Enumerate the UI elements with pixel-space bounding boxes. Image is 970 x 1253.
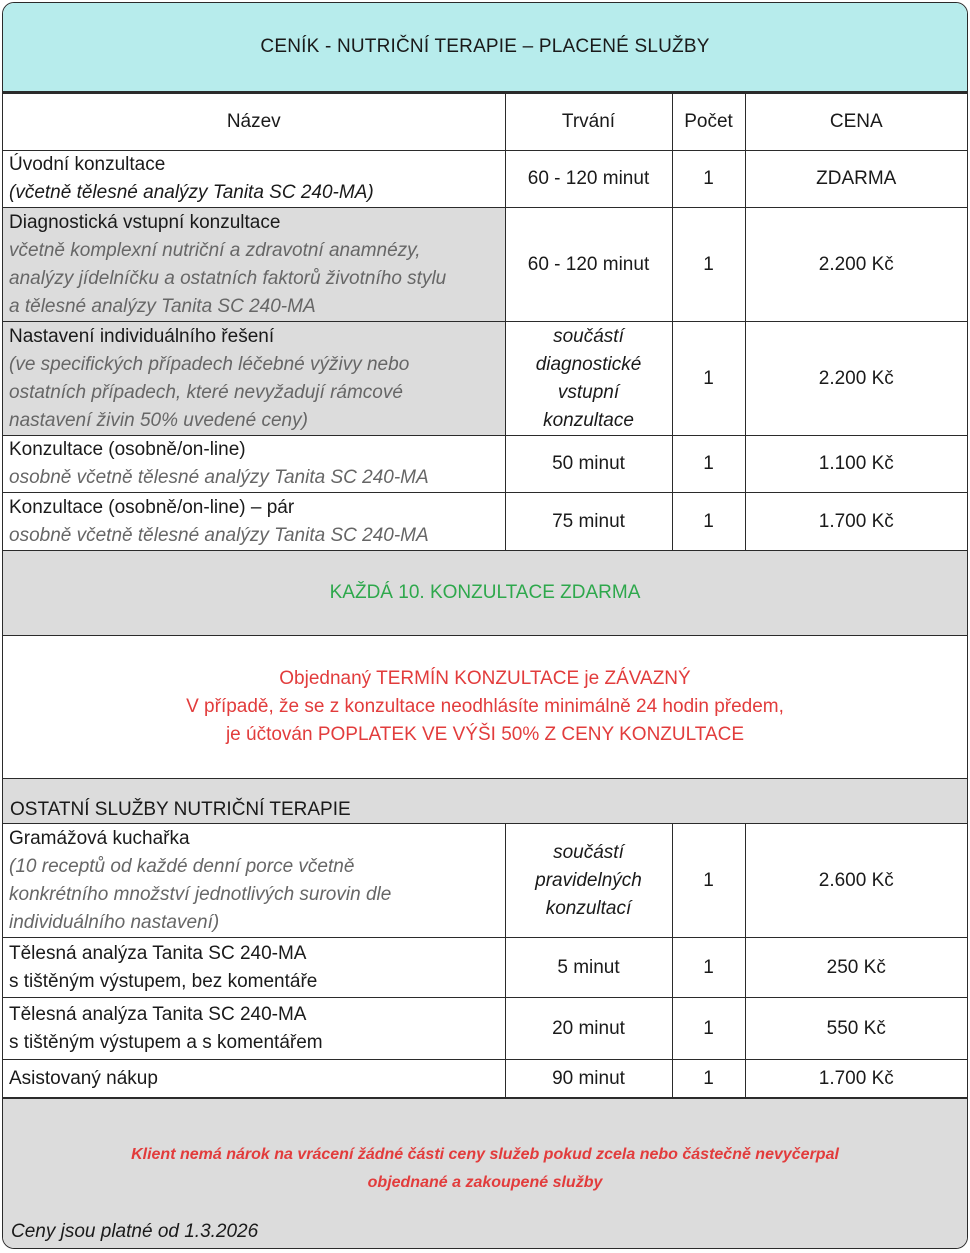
header-count: Počet (672, 94, 745, 151)
service-price: 250 Kč (745, 938, 967, 998)
duration-line: diagnostické (535, 353, 642, 375)
service-price: 1.700 Kč (745, 1060, 967, 1098)
service-description-line: (10 receptů od každé denní porce včetně (9, 855, 355, 877)
service-name-cell (3, 436, 505, 493)
service-name-cell (3, 998, 505, 1060)
service-price: 2.200 Kč (745, 322, 967, 436)
service-description-line: individuálního nastavení) (9, 911, 220, 933)
price-list-title: CENÍK - NUTRIČNÍ TERAPIE – PLACENÉ SLUŽBY (3, 3, 967, 93)
service-count: 1 (672, 1060, 745, 1098)
main-price-table (3, 93, 967, 551)
service-description-line: včetně komplexní nutriční a zdravotní anamnézy, (9, 239, 421, 261)
service-count: 1 (672, 208, 745, 322)
table-row (3, 436, 967, 493)
service-duration: 50 minut (505, 436, 672, 493)
service-duration: 5 minut (505, 938, 672, 998)
service-name-cell (3, 493, 505, 551)
table-row (3, 998, 967, 1060)
validity-date: Ceny jsou platné od 1.3.2026 (11, 1221, 259, 1242)
cancellation-notice (3, 636, 967, 779)
service-count: 1 (672, 998, 745, 1060)
service-count: 1 (672, 938, 745, 998)
service-duration (505, 322, 672, 436)
service-duration: 60 - 120 minut (505, 208, 672, 322)
table-row (3, 1060, 967, 1098)
notice-line: Objednaný TERMÍN KONZULTACE je ZÁVAZNÝ (279, 668, 691, 689)
refund-note-line: objednané a zakoupené služby (367, 1174, 603, 1191)
service-description-line: a tělesné analýzy Tanita SC 240-MA (9, 295, 316, 317)
service-name: Úvodní konzultace (9, 154, 166, 175)
header-price: CENA (745, 94, 967, 151)
refund-note-line: Klient nemá nárok na vrácení žádné části ceny služeb pokud zcela nebo částečně nevyčerpal (131, 1146, 839, 1163)
price-list-sheet (2, 2, 968, 1249)
notice-line: V případě, že se z konzultace neodhlásíte minimálně 24 hodin předem, (186, 696, 784, 717)
service-description: osobně včetně tělesné analýzy Tanita SC 240-MA (9, 467, 429, 488)
service-description-line: (ve specifických případech léčebné výživy nebo (9, 353, 410, 375)
table-row (3, 151, 967, 208)
service-name: Tělesná analýza Tanita SC 240-MA (9, 1003, 307, 1025)
table-row (3, 824, 967, 938)
service-price: 2.200 Kč (745, 208, 967, 322)
service-count: 1 (672, 824, 745, 938)
duration-line: pravidelných (535, 869, 642, 891)
other-services-table (3, 823, 967, 1098)
service-duration (505, 824, 672, 938)
service-name: Gramážová kuchařka (9, 827, 190, 849)
service-duration: 75 minut (505, 493, 672, 551)
service-count: 1 (672, 151, 745, 208)
service-description-line: nastavení živin 50% uvedené ceny) (9, 409, 308, 431)
table-header-row (3, 94, 967, 151)
service-name: Nastavení individuálního řešení (9, 325, 275, 347)
service-name: Asistovaný nákup (9, 1067, 158, 1089)
service-price: 1.100 Kč (745, 436, 967, 493)
service-description-line: analýzy jídelníčku a ostatních faktorů životního stylu (9, 267, 447, 289)
service-count: 1 (672, 322, 745, 436)
service-price: 1.700 Kč (745, 493, 967, 551)
service-name-cell (3, 824, 505, 938)
service-name: Konzultace (osobně/on-line) (9, 439, 246, 460)
service-description-line: konkrétního množství jednotlivých surovin dle (9, 883, 392, 905)
table-row (3, 938, 967, 998)
service-price: ZDARMA (745, 151, 967, 208)
footer (3, 1098, 967, 1249)
notice-line: je účtován POPLATEK VE VÝŠI 50% Z CENY KONZULTACE (225, 724, 745, 745)
service-description: s tištěným výstupem a s komentářem (9, 1031, 323, 1053)
service-name: Tělesná analýza Tanita SC 240-MA (9, 942, 307, 964)
service-description: s tištěným výstupem, bez komentáře (9, 970, 318, 992)
service-name: Diagnostická vstupní konzultace (9, 211, 281, 233)
duration-line: součástí (553, 325, 624, 347)
service-name-cell (3, 208, 505, 322)
duration-line: konzultace (543, 409, 634, 431)
table-row (3, 208, 967, 322)
service-name-cell (3, 322, 505, 436)
header-duration: Trvání (505, 94, 672, 151)
refund-note (63, 1141, 907, 1197)
header-name: Název (3, 94, 505, 151)
duration-line: součástí (553, 841, 624, 863)
duration-line: konzultací (545, 897, 632, 919)
service-count: 1 (672, 493, 745, 551)
service-duration: 20 minut (505, 998, 672, 1060)
service-name-cell (3, 151, 505, 208)
table-row (3, 493, 967, 551)
service-name-cell (3, 1060, 505, 1098)
service-description: osobně včetně tělesné analýzy Tanita SC 240-MA (9, 524, 429, 546)
service-price: 2.600 Kč (745, 824, 967, 938)
service-name-cell (3, 938, 505, 998)
service-count: 1 (672, 436, 745, 493)
duration-line: vstupní (557, 381, 620, 403)
table-row (3, 322, 967, 436)
promo-banner: KAŽDÁ 10. KONZULTACE ZDARMA (3, 551, 967, 636)
service-description: (včetně tělesné analýzy Tanita SC 240-MA) (9, 182, 374, 203)
service-duration: 90 minut (505, 1060, 672, 1098)
service-price: 550 Kč (745, 998, 967, 1060)
service-duration: 60 - 120 minut (505, 151, 672, 208)
other-services-title: OSTATNÍ SLUŽBY NUTRIČNÍ TERAPIE (3, 779, 967, 823)
service-name: Konzultace (osobně/on-line) – pár (9, 496, 295, 518)
service-description-line: ostatních případech, které nevyžadují rámcové (9, 381, 403, 403)
